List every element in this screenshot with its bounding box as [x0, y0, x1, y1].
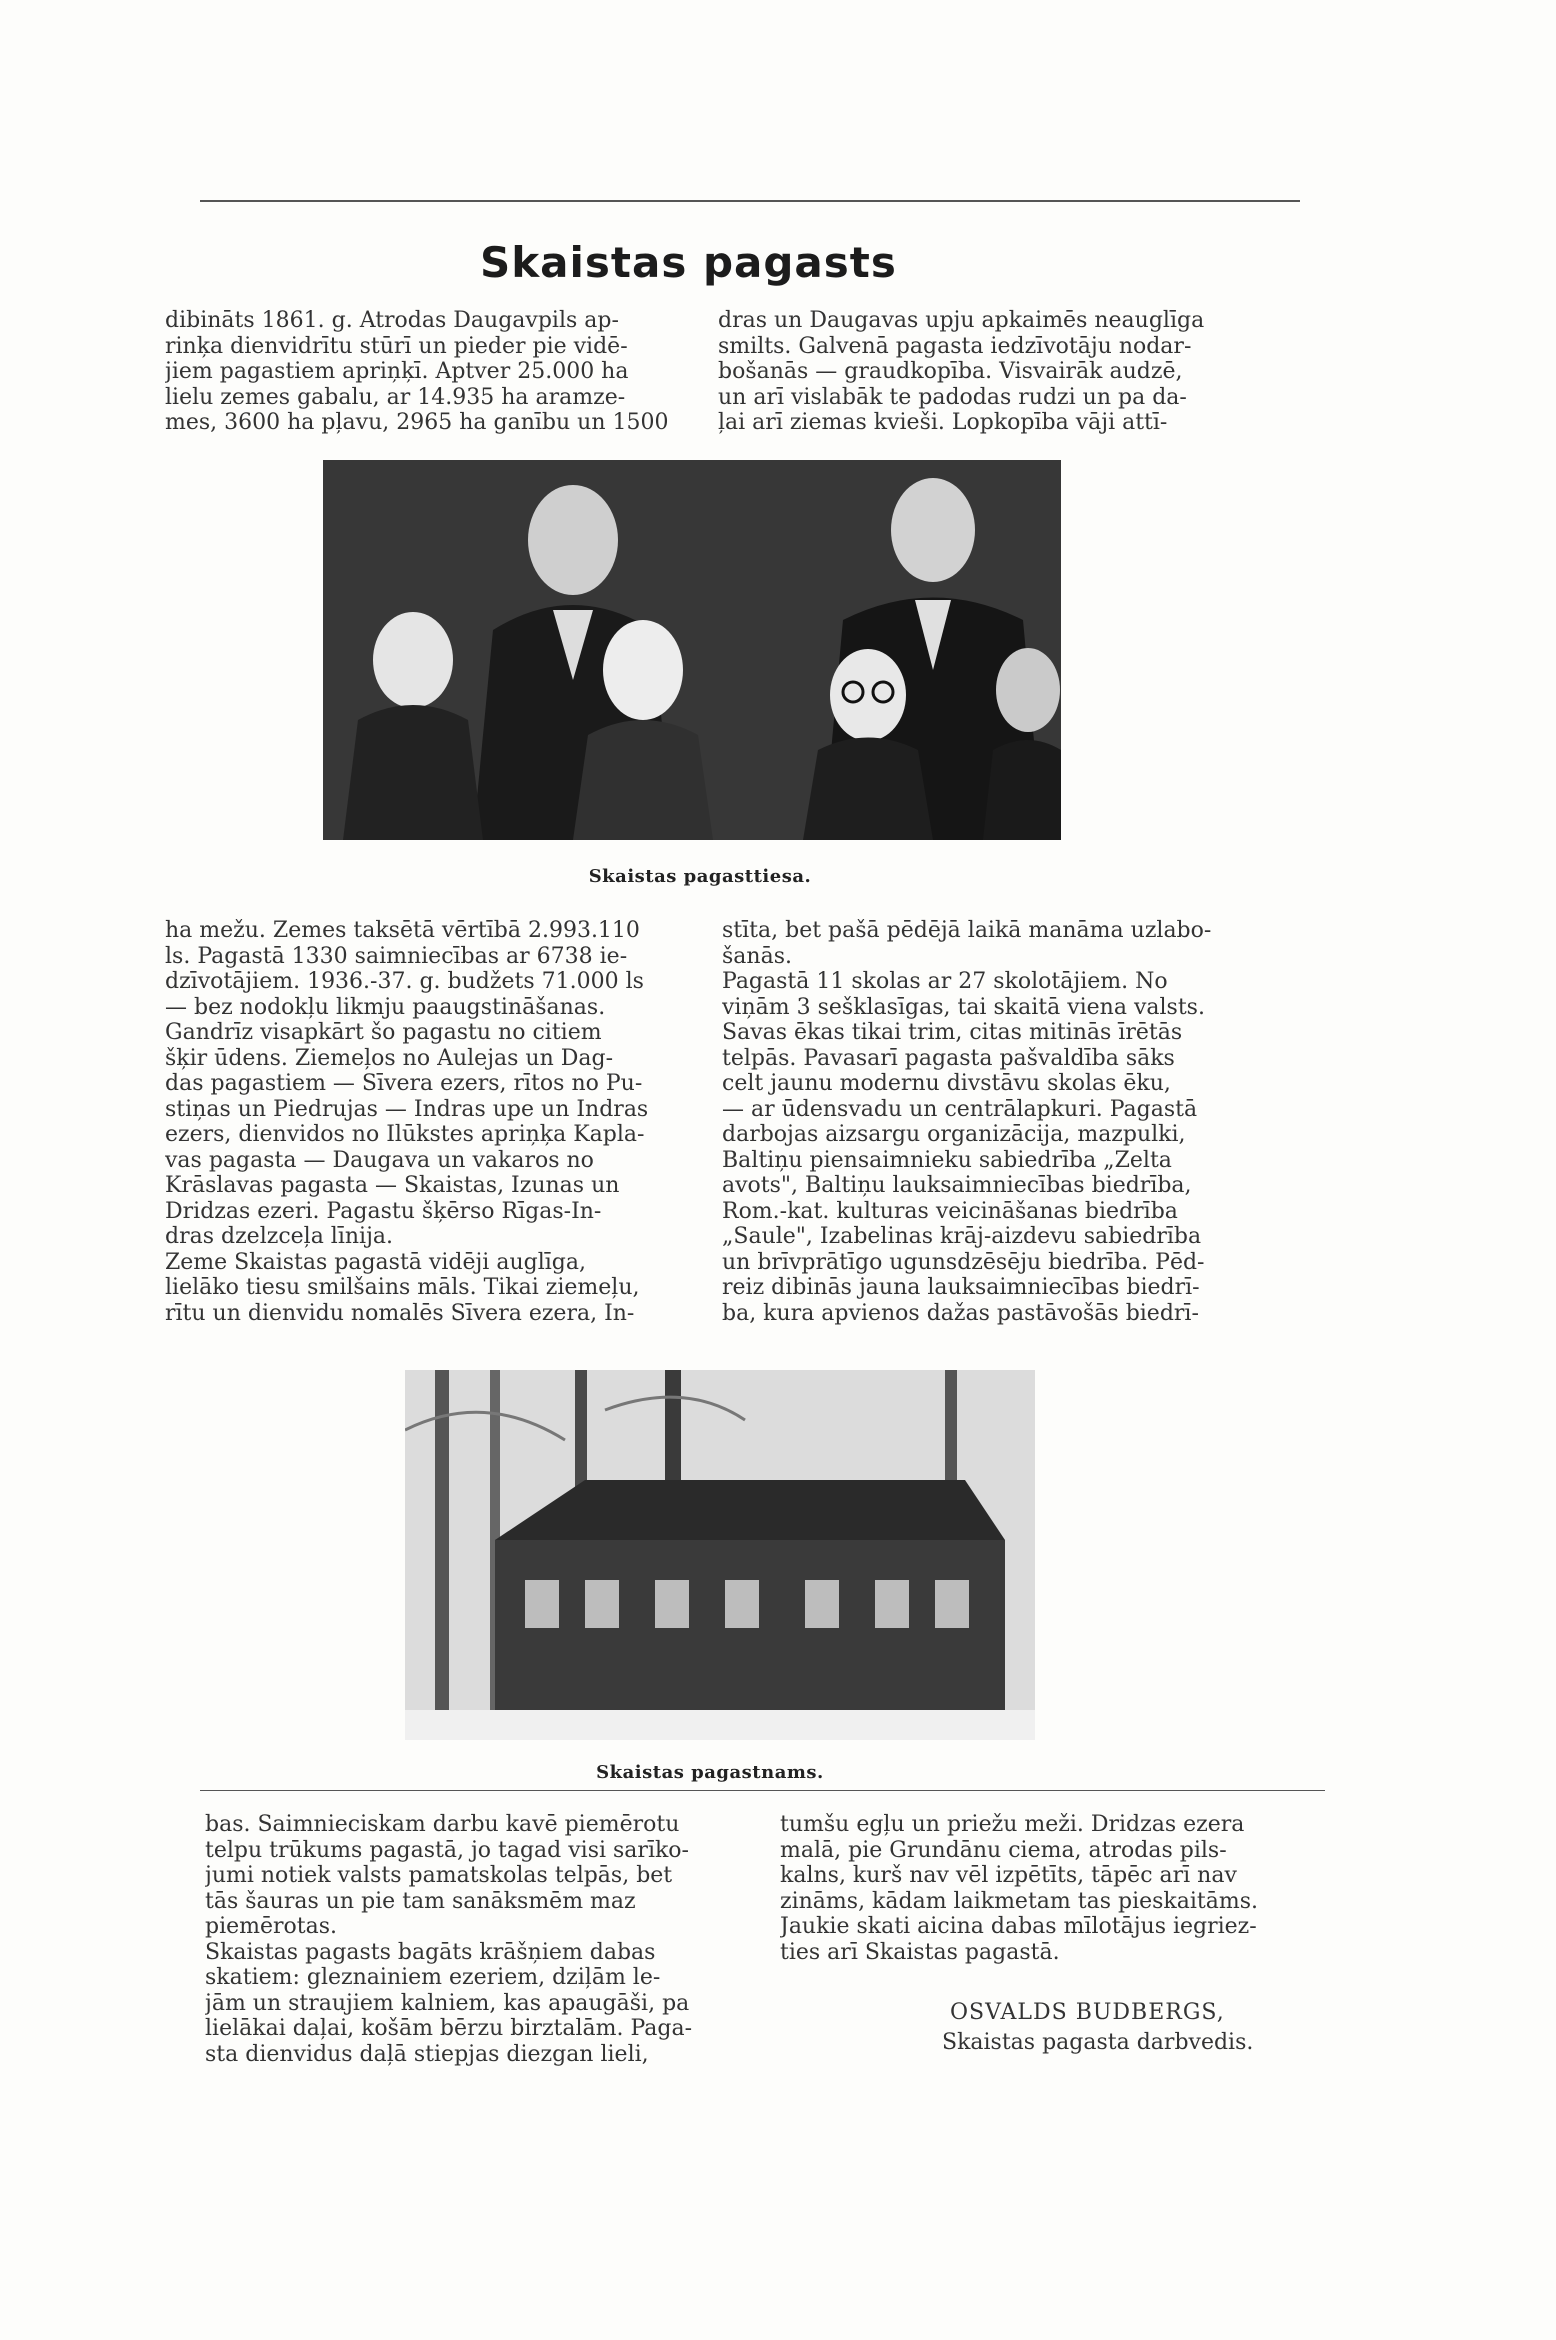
text-line: šķir ūdens. Ziemeļos no Aulejas un Dag-: [165, 1045, 614, 1071]
text-line: rītu un dienvidu nomalēs Sīvera ezera, In-: [165, 1300, 635, 1326]
text-line: smilts. Galvenā pagasta iedzīvotāju nodar-: [718, 333, 1192, 359]
text-line: dras dzelzceļa līnija.: [165, 1224, 394, 1249]
text-line: Dridzas ezeri. Pagastu šķērso Rīgas-In-: [165, 1198, 602, 1224]
text-line: dibināts 1861. g. Atrodas Daugavpils ap-: [165, 308, 619, 333]
text-line: Savas ēkas tikai trim, citas mitinās īrētās: [722, 1020, 1183, 1045]
top-rule: [200, 200, 1300, 202]
text-line: Baltiņu piensaimnieku sabiedrība „Zelta: [722, 1147, 1172, 1173]
text-line: Pagastā 11 skolas ar 27 skolotājiem. No: [722, 969, 1168, 994]
text-line: telpu trūkums pagastā, jo tagad visi sarīko-: [205, 1837, 689, 1863]
building-photo: [405, 1370, 1035, 1740]
text-line: un brīvprātīgo ugunsdzēsēju biedrība. Pēd-: [722, 1249, 1205, 1275]
group-portrait-photo: [323, 460, 1061, 840]
text-line: celt jaunu modernu divstāvu skolas ēku,: [722, 1071, 1171, 1096]
text-line: „Saule", Izabelinas krāj-aizdevu sabiedrība: [722, 1224, 1202, 1249]
text-line: lielākai daļai, košām bērzu birztalām. Paga-: [205, 2016, 693, 2041]
mid-right-column: [722, 918, 1262, 1326]
text-line: malā, pie Grundānu ciema, atrodas pils-: [780, 1837, 1227, 1863]
text-line: darbojas aizsargu organizācija, mazpulki,: [722, 1122, 1186, 1147]
text-line: skatiem: gleznainiem ezeriem, dziļām le-: [205, 1965, 661, 1990]
text-line: dras un Daugavas upju apkaimēs neauglīga: [718, 308, 1205, 333]
photo2-caption: Skaistas pagastnams.: [596, 1762, 824, 1783]
text-line: lielu zemes gabalu, ar 14.935 ha aramze-: [165, 384, 626, 410]
text-line: sta dienvidus daļā stiepjas diezgan lieli,: [205, 2041, 649, 2067]
text-line: avots", Baltiņu lauksaimniecības biedrība,: [722, 1173, 1192, 1198]
text-line: — bez nodokļu likmju paaugstināšanas.: [165, 994, 606, 1020]
text-line: Zeme Skaistas pagastā vidēji auglīga,: [165, 1249, 586, 1275]
mid-left-column: [165, 918, 700, 1326]
text-line: das pagastiem — Sīvera ezers, rītos no Pu-: [165, 1071, 643, 1096]
text-line: ha mežu. Zemes taksētā vērtībā 2.993.110: [165, 918, 640, 943]
text-line: bošanās — graudkopība. Visvairāk audzē,: [718, 359, 1183, 384]
text-line: stiņas un Piedrujas — Indras upe un Indras: [165, 1096, 649, 1122]
text-line: bas. Saimnieciskam darbu kavē piemērotu: [205, 1812, 680, 1837]
text-line: un arī vislabāk te padodas rudzi un pa da-: [718, 384, 1187, 410]
end-left-column: [205, 1812, 750, 2067]
end-right-column: [780, 1812, 1300, 1965]
text-line: telpās. Pavasarī pagasta pašvaldība sāks: [722, 1045, 1175, 1071]
text-line: šanās.: [722, 943, 792, 969]
text-line: ties arī Skaistas pagastā.: [780, 1939, 1060, 1965]
text-line: rinķa dienvidrītu stūrī un pieder pie vidē-: [165, 333, 628, 359]
text-line: vas pagasta — Daugava un vakaros no: [165, 1147, 594, 1173]
text-line: tumšu egļu un priežu meži. Dridzas ezera: [780, 1812, 1245, 1837]
text-line: jumi notiek valsts pamatskolas telpās, bet: [205, 1863, 673, 1888]
text-line: viņām 3 sešklasīgas, tai skaitā viena valsts.: [722, 994, 1205, 1020]
text-line: Rom.-kat. kulturas veicināšanas biedrība: [722, 1198, 1178, 1224]
text-line: lielāko tiesu smilšains māls. Tikai ziemeļu,: [165, 1275, 640, 1300]
text-line: reiz dibinās jauna lauksaimniecības biedrī-: [722, 1275, 1200, 1300]
text-line: kalns, kurš nav vēl izpētīts, tāpēc arī nav: [780, 1863, 1237, 1888]
text-line: Skaistas pagasts bagāts krāšņiem dabas: [205, 1939, 656, 1965]
text-line: ezers, dienvidos no Ilūkstes apriņķa Kapla-: [165, 1122, 645, 1147]
text-line: stīta, bet pašā pēdējā laikā manāma uzlabo-: [722, 918, 1212, 943]
intro-right-column: [718, 308, 1258, 436]
text-line: ba, kura apvienos dažas pastāvošās biedrī-: [722, 1300, 1199, 1326]
text-line: Gandrīz visapkārt šo pagastu no citiem: [165, 1020, 602, 1045]
text-line: piemērotas.: [205, 1914, 338, 1939]
signature-role: Skaistas pagasta darbvedis.: [942, 2030, 1254, 2055]
text-line: ls. Pagastā 1330 saimniecības ar 6738 ie-: [165, 943, 628, 969]
text-line: tās šauras un pie tam sanāksmēm maz: [205, 1888, 636, 1914]
signature-name: OSVALDS BUDBERGS,: [950, 2000, 1225, 2025]
article-title: Skaistas pagasts: [480, 238, 897, 287]
text-line: Krāslavas pagasta — Skaistas, Izunas un: [165, 1173, 620, 1198]
text-line: jiem pagastiem apriņķī. Aptver 25.000 ha: [165, 359, 629, 384]
text-line: jām un straujiem kalniem, kas apaugāši, pa: [205, 1990, 690, 2016]
photo1-caption: Skaistas pagasttiesa.: [588, 866, 812, 887]
text-line: dzīvotājiem. 1936.-37. g. budžets 71.000 ls: [165, 969, 644, 994]
text-line: zināms, kādam laikmetam tas pieskaitāms.: [780, 1888, 1259, 1914]
text-line: ļai arī ziemas kvieši. Lopkopība vāji attī-: [718, 410, 1168, 435]
bottom-rule: [200, 1790, 1325, 1791]
intro-left-column: [165, 308, 685, 436]
text-line: mes, 3600 ha pļavu, 2965 ha ganību un 1500: [165, 410, 669, 435]
text-line: Jaukie skati aicina dabas mīlotājus iegriez-: [780, 1914, 1257, 1939]
text-line: — ar ūdensvadu un centrālapkuri. Pagastā: [722, 1096, 1198, 1122]
